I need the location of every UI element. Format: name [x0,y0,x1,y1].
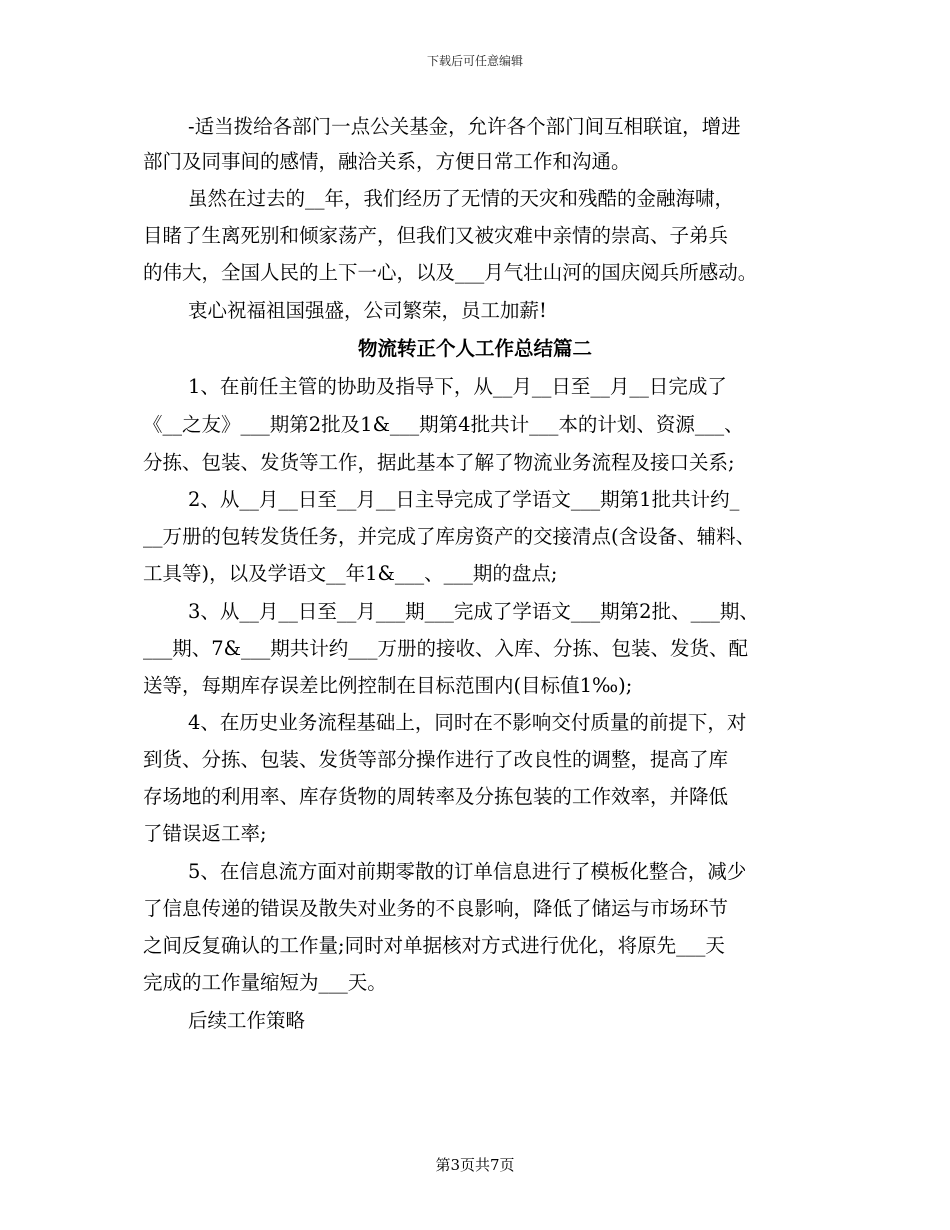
paragraph-line: 之间反复确认的工作量;同时对单据核对方式进行优化，将原先___天 [143,934,725,957]
paragraph-line: 后续工作策略 [188,1009,306,1032]
page-footer: 第3页共7页 [435,1156,515,1174]
paragraph-line: 衷心祝福祖国强盛，公司繁荣，员工加薪! [188,299,547,322]
paragraph-line: __万册的包转发货任务，并完成了库房资产的交接清点(含设备、辅料、 [143,525,756,548]
paragraph-line: 了错误返工率; [143,822,267,845]
paragraph-line: -适当拨给各部门一点公关基金，允许各个部门间互相联谊，增进 [188,115,741,138]
paragraph-line: 存场地的利用率、库存货物的周转率及分拣包装的工作效率，并降低 [143,785,729,808]
paragraph-line: 3、从__月__日至__月___期___完成了学语文___期第2批、___期、 [188,600,759,623]
paragraph-line: 了信息传递的错误及散失对业务的不良影响，降低了储运与市场环节 [143,897,729,920]
paragraph-line: 的伟大，全国人民的上下一心，以及___月气壮山河的国庆阅兵所感动。 [143,261,758,284]
paragraph-line: 部门及同事间的感情，融洽关系，方便日常工作和沟通。 [143,150,631,173]
paragraph-line: 分拣、包装、发货等工作，据此基本了解了物流业务流程及接口关系; [143,451,735,474]
paragraph-line: 虽然在过去的__年，我们经历了无情的天灾和残酷的金融海啸， [188,187,735,210]
paragraph-line: 完成的工作量缩短为___天。 [143,971,387,994]
paragraph-line: 工具等)，以及学语文__年1&___、___期的盘点; [143,562,558,585]
paragraph-line: ___期、7&___期共计约___万册的接收、入库、分拣、包装、发货、配 [143,637,749,660]
paragraph-line: 到货、分拣、包装、发货等部分操作进行了改良性的调整，提高了库 [143,748,729,771]
section-title: 物流转正个人工作总结篇二 [357,337,592,360]
paragraph-line: 《__之友》___期第2批及1&___期第4批共计___本的计划、资源___、 [143,413,744,436]
page-header: 下载后可任意编辑 [426,54,523,68]
paragraph-line: 4、在历史业务流程基础上，同时在不影响交付质量的前提下，对 [188,711,747,734]
paragraph-line: 5、在信息流方面对前期零散的订单信息进行了模板化整合，减少 [188,860,747,883]
paragraph-line: 1、在前任主管的协助及指导下，从__月__日至__月__日完成了 [188,375,727,398]
paragraph-line: 2、从__月__日至__月__日主导完成了学语文___期第1批共计约_ [188,488,740,511]
paragraph-line: 目睹了生离死别和倾家荡产，但我们又被灾难中亲情的崇高、子弟兵 [143,224,729,247]
paragraph-line: 送等，每期库存误差比例控制在目标范围内(目标值1‰); [143,674,633,697]
